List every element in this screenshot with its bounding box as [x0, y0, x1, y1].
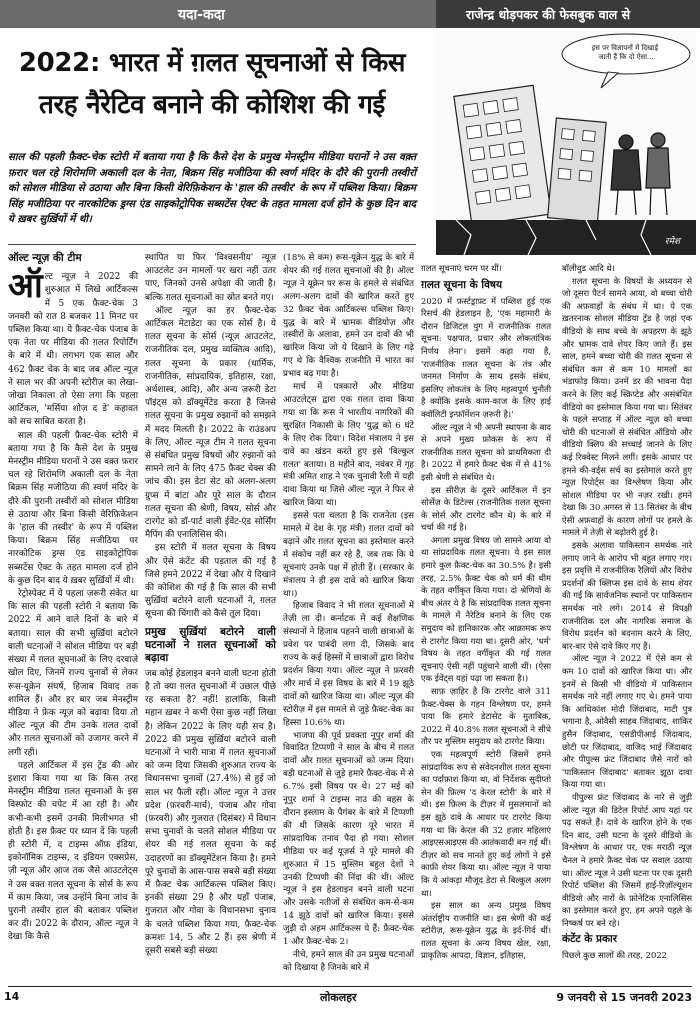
article-column-4 [421, 262, 551, 962]
byline: ऑल्ट न्यूज़ की टीम [8, 252, 82, 264]
drop-cap: ऑ [8, 266, 43, 307]
paragraph: रेट्रोस्पेक्ट में ये पहला ज़रूरी संकेत था कि साल की पहली स्टोरी ने बताया कि 2022 में आने वाले दिनों के बारे में बताया। साल की सभी सुर्ख़ियां बटोरने वाली घटनाओं ने सोशल मीडिया पर बड़ी संख्या में ग़लत सूचनाओं के लिए दरवाज़े खोल दिए, जिनमें राज्य चुनावों से लेकर रूस-यूक्रेन संघर्ष, हिजाब विवाद तक शामिल हैं। और हर बार जब मेनस्ट्रीम मीडिया ने फ़ेक न्यूज़ को बढ़ावा दिया तो ऑल्ट न्यूज़ की टीम उनके ग़लत दावों और ग़लत सूचनाओं को उजागर करने में लगी रही। [8, 589, 138, 758]
issue-date: 9 जनवरी से 15 जनवरी 2023 [556, 991, 692, 1004]
paragraph: साफ़ ज़ाहिर है कि टारगेट वाले 311 फ़ैक्ट-चेक्स के गहन विश्लेषण पर, हमने पाया कि हमारे डेटासेट के मुताबिक़, 2022 में 40.8% ग़लत सूचनाओं ने सीधे तौर पर मुस्लिम समुदाय को टारगेट किया। [421, 686, 551, 747]
paragraph: ऑल्ट न्यूज़ का हर फ़ैक्ट-चेक आर्टिकल मेटाडेटा का एक सोर्स है। ये ग़लत सूचना के सोर्स (न्यूज़ आउटलेट, राजनीतिक दल, प्रमुख व्यक्तित्व आदि), ग़लत सूचना के प्रकार (धार्मिक, राजनीतिक, सांप्रदायिक, इतिहास, रक्षा, अर्थशास्त्र, आदि), और अन्य ज़रूरी डेटा पॉइंट्स को डॉक्यूमेंटेड करता है जिनसे ग़लत सूचना के प्रमुख रुझानों को समझने में मदद मिलती है। 2022 के राउंडअप के लिए, ऑल्ट न्यूज़ टीम ने ग़लत सूचना से संबंधित प्रमुख विषयों और रुझानों को सामने लाने के लिए 475 फ़ैक्ट चेक्स की जांच की। इस डेटा सेट को अलग-अलग ग्रुप्स में बांटा और पूरे साल के दौरान ग़लत सूचना की श्रेणी, विषय, सोर्स और टारगेट को डॉ-पार्ट वाली ईवेंट-एंड सोर्सिंग मैपिंग की एनालिसिस की। [145, 305, 276, 541]
article-column-1 [8, 252, 138, 945]
column-title: राजेन्द्र धोड़पकर की फेसबुक वाल से [466, 7, 631, 22]
paragraph: पिछले कुछ सालों की तरह, 2022 [562, 950, 667, 961]
paragraph-text: ल्ट न्यूज़ ने 2022 की शुरुआत में लिखे आर्टिकल्स में 5 एक फ़ैक्ट-चेक 3 जनवरी को रात 8 बजकर 11 मिनट पर पब्लिश किया था। ये फ़ैक्ट-चेक पंजाब के एक नेता पर मीडिया की ग़लत रिपोर्टिंग के बारे में थी। लगभग एक साल और 462 फ़ैक्ट चेक के बाद जब ऑल्ट न्यूज़ ने साल भर की अपनी स्टोरीज़ का लेखा-जोखा निकाला तो ऐसा लगा कि पहला आर्टिकल, 'मर्सिया शोज़ द डे' कहावत को सच साबित करता है। [8, 272, 138, 428]
subheading: कंटेंट के प्रकार [562, 933, 618, 946]
article-column-3 [283, 252, 414, 975]
paragraph: ऑल्ट न्यूज़ ने भी अपनी स्थापना के बाद से अपने मुख्य फ़ोकस के रूप में राजनीतिक ग़लत सूचना को प्राथमिकता दी है। 2022 में हमारे फ़ैक्ट चेक में से 41% इसी श्रेणी से संबंधित थे। [421, 421, 551, 482]
paragraph: भाजपा की पूर्व प्रवक्ता नूपुर शर्मा की विवादित टिप्पणी ने साल के बीच में ग़लत दावों और ग़लत सूचनाओं को जन्म दिया। बड़ी घटनाओं से जुड़े हमारे फ़ैक्ट-चेक में से 6.7% इसी विषय पर थे। 27 मई को नूपुर शर्मा ने टाइम्स नाउ की बहस के दौरान इस्लाम के पैगंबर के बारे में टिप्पणी की थी जिसके कारण पूरे भारत में सांप्रदायिक तनाव पैदा हो गया। सोशल मीडिया पर कई यूज़र्स ने पूरे मामले की शुरुआत में 15 मुस्लिम बहुल देशों ने उनकी टिप्पणी की निंदा की थी। ऑल्ट न्यूज़ ने इस हेडलाइन बनने वाली घटना और उसके नतीजों से संबंधित कम-से-कम 14 झूठे दावों को खारिज किया। इससे जुड़ी दो अहम आर्टिकल्स ये हैं: फ़ैक्ट-चेक 1 और फ़ैक्ट-चेक 2। [283, 730, 414, 948]
headline: 2022: भारत में ग़लत सूचनाओं से किस तरह नैरेटिव बनाने की कोशिश की गई [18, 48, 406, 120]
top-bar [0, 0, 700, 28]
paragraph [8, 266, 138, 429]
paragraph: 2020 में फ़र्स्टड्राफ़्ट में पब्लिश हुई एक रिसर्च की हेडलाइन है, 'एक महामारी के दौरान डिजिटल युग में राजनीतिक ग़लत सूचना: पक्षपात, प्रचार और लोकतांत्रिक निर्णय लेना'। इसमें कहा गया है, 'राजनीतिक ग़लत सूचना के तंत्र और जनमत निर्माण के साथ इसके संबंध, इसलिए लोकतंत्र के लिए महत्वपूर्ण चुनौती है क्योंकि इसके काम-काज के लिए हाई क्वॉलिटी इन्फ़ॉर्मेशन ज़रूरी है।' [421, 295, 551, 419]
cartoon-drawing [436, 30, 696, 255]
speech-bubble-text: इस पर विज्ञापनों में दिखाई जाती हैं कि दो ऐसा... [591, 44, 659, 61]
paragraph: इस स्टोरी में ग़लत सूचना के विषय और ऐसे कंटेंट की पड़ताल की गई है जिसे हमने 2022 में देखा और ये दिखाने की कोशिश की गई है कि साल की सभी सुर्ख़ियां बटोरने वाली घटनाओं ने, ग़लत सूचना की चिंगारी को कैसे तूल दिया। [145, 543, 276, 620]
page-number: 14 [4, 990, 20, 1003]
publication-name: लोकलहर [320, 991, 357, 1004]
paragraph: पहले आर्टिकल में इस ट्रेंड की ओर इशारा किया गया था कि किस तरह मेनस्ट्रीम मीडिया ग़लत सूचनाओं के इस विस्फोट की चपेट में आ रही है। और कभी-कभी इसमें उनकी मिलीभगत भी होती है। इस फ़ैक्ट पर ध्यान दें कि पहली ही स्टोरी में, द टाइम्स ऑफ़ इंडिया, इकोनॉमिक टाइम्स, द इंडियन एक्सप्रेस, ज़ी न्यूज़ और आज तक जैसे आउटलेट्स ने उस वक़्त ग़लत सूचना के सोर्स के रूप में काम किया, जब उन्होंने बिना जांच के पुरानी तस्वीर हाल की बताकर पब्लिश कर दी। 2022 के दौरान, ऑल्ट न्यूज़ ने देखा कि कैसे [8, 760, 138, 943]
paragraph: पीपुल्स फ्रंट जिंदाबाद के नारे से जुड़ी ऑल्ट न्यूज़ की डिटेल रिपोर्ट आप यहां पर पढ़ सकते हैं। दावे के खारिज होने के एक दिन बाद, उसी घटना के दूसरे वीडियो के विश्लेषण के आधार पर, एक मराठी न्यूज़ चैनल ने हमारे फ़ैक्ट चेक पर सवाल उठाया था। ऑल्ट न्यूज़ ने उसी घटना पर एक दूसरी रिपोर्ट पब्लिश की जिसमें हाई-रिज़ॉल्यूशन वीडियो और नारों के फ़ोनेटिक एनालिसिस का इस्तेमाल करते हुए, हम अपने पहले के निष्कर्ष पर बने रहे। [562, 791, 692, 928]
paragraph: ग़लत सूचना के विषयों के अध्ययन से जो दूसरा पैटर्न सामने आया, वो बच्चा चोरी की अफ़वाहों के संबंध में था। ये एक ख़तरनाक सोशल मीडिया ट्रेंड है जहां एक वीडियो के साथ बच्चे के अपहरण के झूठे और भ्रामक दावे शेयर किए जाते हैं। इस साल, हमने बच्चा चोरी की ग़लत सूचना से संबंधित कम से कम 10 मामलों का भंडाफोड़ किया। उनमें डर की भावना पैदा करने के लिए कई स्क्रिप्टेड और असंबंधित वीडियो का इस्तेमाल किया गया था। सितंबर के पहले सप्ताह में ऑल्ट न्यूज़ को बच्चा चोरी की घटनाओं से संबंधित ऑडियो और वीडियो क्लिप की सच्चाई जानने के लिए कई रिक्वेस्ट मिलने लगीं। इसके आधार पर हमने की-वर्ड्स सर्च का इस्तेमाल करते हुए न्यूज़ रिपोर्ट्स का विश्लेषण किया और सोशल मीडिया पर भी नज़र रखी। हमने देखा कि 30 अगस्त से 13 सितंबर के बीच ऐसी अफ़वाहों के कारण लोगों पर हमले के मामले में तेज़ी से बढ़ोतरी हुई है। [562, 275, 692, 538]
paragraph: एक महत्वपूर्ण स्टोरी जिसमें हमने सांप्रदायिक रूप से संवेदनशील ग़लत सूचना का पर्दाफ़ाश किया था, वो निर्देशक सुदीप्तो सेन की फ़िल्म 'द केरल स्टोरी' के बारे में थी। इस फ़िल्म के टीज़र में मुसलमानों को इस झूठे दावे के आधार पर टारगेट किया गया था कि केरल की 32 हज़ार महिलाएं आइएसआइएस की आतंकवादी बन गई थीं। टीज़र को सच मानते हुए कई लोगों ने इसे काफ़ी शेयर किया था। ऑल्ट न्यूज़ ने पाया कि ये आंकड़ा मौजूद डेटा से बिल्कुल अलग था। [421, 748, 551, 898]
paragraph: स्थापित या फिर 'विश्वसनीय' न्यूज़ आउटलेट उन मामलों पर खरा नहीं उतर पाए, जिनको उनसे अपेक्षा की जाती है। बल्कि ग़लत सूचनाओं का स्रोत बनते गए। [145, 253, 276, 303]
section-title: यदा-कदा [178, 7, 225, 23]
paragraph: इससे पता चलता है कि राजनेता (इस मामले में देश के गृह मंत्री) ग़लत दावों को बढ़ाने और ग़लत सूचना का इस्तेमाल करने में संकोच नहीं कर रहे हैं, जब तक कि ये सूचनाएं उनके पक्ष में होती हैं। (सरकार के मंत्रालय ने ही इस दावे को खारिज किया था।) [283, 511, 414, 599]
paragraph: नीचे, हमने साल की उन प्रमुख घटनाओं को दिखाया है जिनके बारे में [283, 949, 414, 973]
paragraph: जब कोई हेडलाइन बनने वाली घटना होती है तो क्या ग़लत सूचनाओं में उछाल पीछे रह सकता है? नहीं! हालांकि, किसी महान ख़बर ने कभी ऐसा कुछ नहीं लिखा है। लेकिन 2022 के लिए यही सच है। 2022 की प्रमुख सुर्ख़ियां बटोरने वाली घटनाओं ने भारी मात्रा में ग़लत सूचनाओं को जन्म दिया जिसकी शुरुआत राज्य के विधानसभा चुनावों (27.4%) से हुई जो साल भर फैली रही। ऑल्ट न्यूज़ ने उत्तर प्रदेश (फ़रवरी-मार्च), पंजाब और गोवा (फ़रवरी) और गुजरात (दिसंबर) में विधान सभा चुनावों के चलते सोशल मीडिया पर शेयर की गई ग़लत सूचना के कई उदाहरणों का डॉक्यूमेंटेशन किया है। हमने पूरे चुनावों के आस-पास सबसे बड़ी संख्या में फ़ैक्ट चेक आर्टिकल्स पब्लिश किए। इनकी संख्या 29 है और यहाँ पंजाब, गुजरात और गोवा के विधानसभा चुनाव के चलते पब्लिश किया गया, फ़ैक्ट-चेक क्रमशः 14, 5 और 2 हैं। इस श्रेणी में दूसरी सबसे बड़ी संख्या [145, 668, 276, 956]
paragraph: (18% से कम) रूस-यूक्रेन युद्ध के बारे में शेयर की गई ग़लत सूचनाओं की है। ऑल्ट न्यूज़ ने यूक्रेन पर रूस के हमले से संबंधित अलग-अलग दावों की खारिज करते हुए 32 फ़ैक्ट चेक आर्टिकल्स पब्लिश किए। युद्ध के बारे में भ्रामक वीडियोज़ और तस्वीरों के अलावा, हमने उन दावों की भी खारिज किया जो ये दिखाने के लिए गढ़े गए थे कि वैश्विक राजनीति में भारत का प्रभाव बढ़ गया है। [283, 253, 414, 380]
paragraph: हिजाब विवाद ने भी ग़लत सूचनाओं में तेज़ी ला दी। कर्नाटक में कई शैक्षणिक संस्थानों ने हिजाब पहनने वाली छात्राओं के प्रवेश पर पाबंदी लगा दी, जिसके बाद राज्य के कई हिस्सों में छात्राओं द्वारा विरोध प्रदर्शन किया गया। ऑल्ट न्यूज़ ने फ़रवरी और मार्च में इस विषय के बारे में 19 झूठे दावों को खारिज किया था। ऑल्ट न्यूज़ की स्टोरीज़ में इस मामले से जुड़े फ़ैक्ट-चेक का हिस्सा 10.6% था। [283, 601, 414, 728]
cartoonist-signature: रमेश [664, 237, 680, 247]
paragraph: अगला प्रमुख विषय जो सामने आया वो था सांप्रदायिक ग़लत सूचना। ये इस साल हमारे कुल फ़ैक्ट-चेक का 30.5% है। इसी तरह, 2.5% फ़ैक्ट चेक को धर्म की थीम के तहत वर्गीकृत किया गया। दो श्रेणियों के बीच अंतर ये है कि सांप्रदायिक ग़लत सूचना के मामले में नैरेटिव बनाने के लिए एक समुदाय को हानिकारक और आक्रामक रूप से टारगेट किया गया था। दूसरी ओर, 'धर्म' विषय के तहत वर्गीकृत की गई ग़लत सूचनाएं ऐसी नहीं पहुंचाने वाली थीं। (ऐसा एक ईवेंट्स यहां पढ़ा जा सकता है।) [421, 534, 551, 684]
intro-summary: साल की पहली फ़ैक्ट-चेक स्टोरी में बताया गया है कि कैसे देश के प्रमुख मेनस्ट्रीम मीडिया घरानों ने उस वक़्त फ़रार चल रहे शिरोमणि अकाली दल के नेता, बिक्रम सिंह मजीठिया की स्वर्ण मंदिर के दौरे की पुरानी तस्वीरों को सोशल मीडिया से उठाया और बिना किसी वेरिफ़िकेशन के 'हाल की तस्वीर' के रूप में पब्लिश किया। बिक्रम सिंह मजीठिया पर नारकोटिक ड्रग्स एंड साइकोट्रोपिक सब्सटेंस ऐक्ट के तहत मामला दर्ज होने के कुछ दिन बाद ये ख़बर सुर्ख़ियों में थी। [8, 151, 416, 226]
paragraph: साल की पहली फ़ैक्ट-चेक स्टोरी में बताया गया है कि कैसे देश के प्रमुख मेनस्ट्रीम मीडिया घरानों ने उस वक़्त फ़रार चल रहे शिरोमणि अकाली दल के नेता बिक्रम सिंह मजीठिया की स्वर्ण मंदिर के दौरे की पुरानी तस्वीरों को सोशल मीडिया से उठाया और बिना किसी वेरिफ़िकेशन के 'हाल की तस्वीर' के रूप में पब्लिश किया। बिक्रम सिंह मजीठिया पर नारकोटिक ड्रग्स एंड साइकोट्रोपिक सब्सटेंस ऐक्ट के तहत मामला दर्ज होने के कुछ दिन बाद ये ख़बर सुर्ख़ियों में थी। [8, 430, 138, 586]
article-column-5 [562, 262, 692, 962]
paragraph: इसके अलावा पाकिस्तान समर्थक नारे लगाए जाने के आरोप भी बहुत लगाए गए। इस प्रवृत्ति में राजनीतिक रैलियों और विरोध प्रदर्शनों की क्लिप्स इस दावे के साथ शेयर की गईं कि सार्वजनिक स्थानों पर पाकिस्तान समर्थक नारे लगे। 2014 से विपक्षी राजनीतिक दल और नागरिक समाज के विरोध प्रदर्शन को बदनाम करने के लिए, बार-बार ऐसे दावे किए गए हैं। [562, 540, 692, 651]
paragraph: मार्च में पत्रकारों और मीडिया आउटलेट्स द्वारा एक ग़लत दावा किया गया था कि रूस ने भारतीय नागरिकों की सुरक्षित निकासी के लिए 'युद्ध को 6 घंटे के लिए रोक दिया'। विदेश मंत्रालय ने इस दावे का खंडन करते हुए इसे 'बिल्कुल ग़लत' बताया। 8 महीने बाद, नवंबर में गृह मंत्री अमित शाह ने एक चुनावी रैली में यही दावा किया था जिसे ऑल्ट न्यूज़ ने फिर से खारिज किया था। [283, 382, 414, 509]
subheading: ग़लत सूचना के विषय [421, 278, 503, 291]
cartoon-illustration [436, 30, 696, 255]
column-banner [436, 0, 700, 28]
paragraph: ऑल्ट न्यूज़ ने 2022 में ऐसे कम से कम 10 दावों को खारिज किया था। और इनमें से किसी भी वीडियो में पाकिस्तान समर्थक नारे नहीं लगाए गए थे। हमने पाया कि आधिकांश मोदी जिंदाबाद, माटी पुत्र भगाना है, ओवैसी साहब जिंदाबाद, शाकिर हुसैन जिंदाबाद, एसडीपीआई जिंदाबाद, छोटी पर जिंदाबाद, वाजिद भाई जिंदाबाद और पीपुल्स फ्रंट जिंदाबाद जैसे नारों को 'पाकिस्तान जिंदाबाद' बताकर झूठा दावा किया गया था। [562, 653, 692, 790]
paragraph: इस साल का अन्य प्रमुख विषय अंतर्राष्ट्रीय राजनीति था। इस श्रेणी की कई स्टोरीज़, रूस-यूक्रेन युद्ध के इर्द-गिर्द थीं। ग़लत सूचना के अन्य विषय खेल, रक्षा, प्राकृतिक आपदा, विज्ञान, इतिहास, [421, 900, 551, 961]
footer-divider [8, 986, 692, 987]
article-column-2 [145, 252, 276, 958]
divider [8, 244, 416, 245]
subheading: प्रमुख सुर्ख़ियां बटोरने वाली घटनाओं ने ग़लत सूचनाओं को बढ़ावा [145, 625, 276, 664]
paragraph: इस सीरीज़ के दूसरे आर्टिकल में इन सोर्सेज़ के डिटेल्स (राजनीतिक ग़लत सूचना के सोर्स और टारगेट कौन थे) के बारे में चर्चा की गई है। [421, 484, 551, 533]
paragraph: बॉलीवुड आदि थे। [562, 263, 615, 273]
paragraph: ग़लत सूचनाएं चरम पर थीं। [421, 263, 502, 273]
section-banner [0, 0, 436, 28]
